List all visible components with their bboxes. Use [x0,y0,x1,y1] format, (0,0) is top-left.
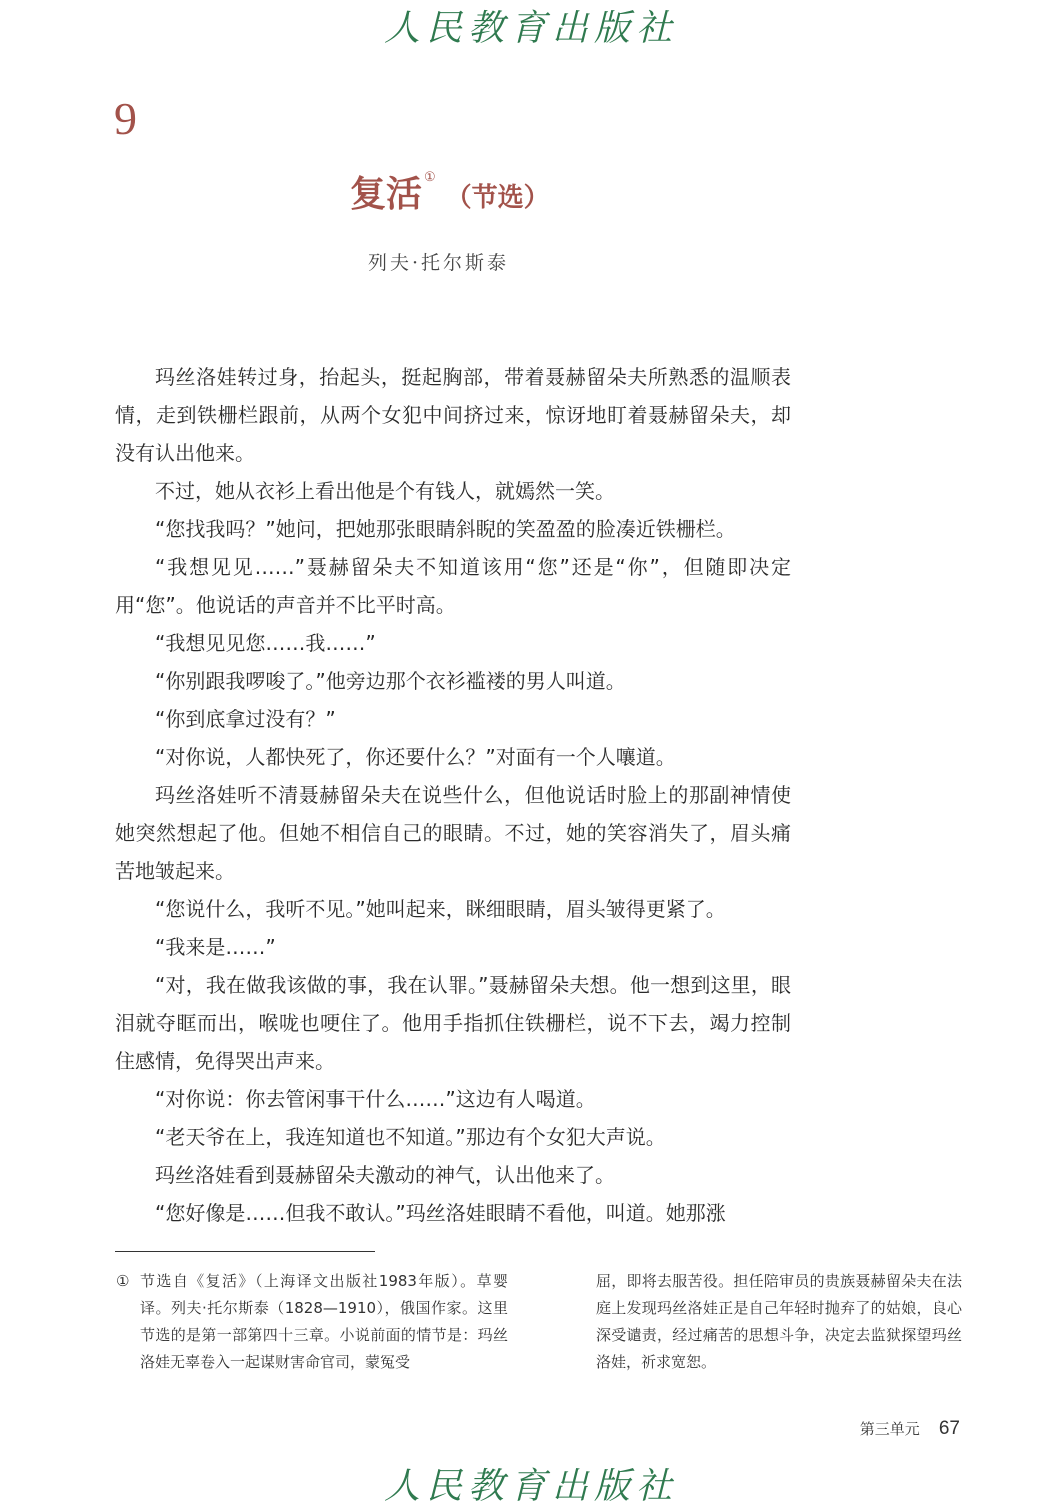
paragraph: “我来是……” [155,935,276,959]
lesson-subtitle: （节选） [445,183,550,213]
paragraph: 玛丝洛娃看到聂赫留朵夫激动的神气，认出他来了。 [155,1163,615,1187]
footnote-marker: ① [116,1272,130,1290]
paragraph: “您好像是……但我不敢认。”玛丝洛娃眼睛不看他，叫道。她那涨 [155,1201,726,1225]
publisher-logo-footer: 人民教育出版社 [383,1466,678,1507]
paragraph: 玛丝洛娃转过身，抬起头，挺起胸部，带着聂赫留朵夫所熟悉的温顺表情，走到铁栅栏跟前，从两个女犯中间挤过来，惊讶地盯着聂赫留朵夫，却没有认出他来。 [115,365,791,465]
lesson-title-block [350,166,550,217]
footnote-text-right: 屈，即将去服苦役。担任陪审员的贵族聂赫留朵夫在法庭上发现玛丝洛娃正是自己年轻时抛弃了的姑娘，良心深受谴责，经过痛苦的思想斗争，决定去监狱探望玛丝洛娃，祈求宽恕。 [596,1272,962,1371]
footnote-right-column [596,1268,962,1376]
page-footer [860,1418,960,1440]
footnote-reference[interactable]: ① [424,170,436,185]
paragraph: “你别跟我啰唆了。”他旁边那个衣衫褴褛的男人叫道。 [155,669,626,693]
unit-label: 第三单元 [859,1420,920,1438]
paragraph: “对你说：你去管闲事干什么……”这边有人喝道。 [155,1087,596,1111]
paragraph: 不过，她从衣衫上看出他是个有钱人，就嫣然一笑。 [155,479,615,503]
paragraph: “你到底拿过没有？” [155,707,336,731]
author-name: 列夫·托尔斯泰 [368,252,510,274]
body-text [115,358,791,1232]
lesson-number: 9 [114,93,137,144]
lesson-title: 复活 [350,173,423,215]
footnote-left-column [116,1268,508,1376]
footnote-text-left: 节选自《复活》（上海译文出版社1983年版）。草婴译。列夫·托尔斯泰（1828—1910），俄国作家。这里节选的是第一部第四十三章。小说前面的情节是：玛丝洛娃无辜卷入一起谋财害命官司，蒙冤受 [140,1272,508,1371]
paragraph: “对，我在做我该做的事，我在认罪。”聂赫留朵夫想。他一想到这里，眼泪就夺眶而出，喉咙也哽住了。他用手指抓住铁栅栏，说不下去，竭力控制住感情，免得哭出声来。 [115,973,791,1073]
paragraph: “您说什么，我听不见。”她叫起来，眯细眼睛，眉头皱得更紧了。 [155,897,726,921]
footnote-divider [115,1251,375,1252]
publisher-logo-header: 人民教育出版社 [383,8,678,49]
paragraph: “我想见见……”聂赫留朵夫不知道该用“您”还是“你”，但随即决定用“您”。他说话的声音并不比平时高。 [115,555,791,617]
paragraph: “对你说，人都快死了，你还要什么？”对面有一个人嚷道。 [155,745,676,769]
page-number: 67 [938,1418,960,1439]
paragraph: “我想见见您……我……” [155,631,376,655]
paragraph: 玛丝洛娃听不清聂赫留朵夫在说些什么，但他说话时脸上的那副神情使她突然想起了他。但她不相信自己的眼睛。不过，她的笑容消失了，眉头痛苦地皱起来。 [115,783,791,883]
paragraph: “老天爷在上，我连知道也不知道。”那边有个女犯大声说。 [155,1125,666,1149]
paragraph: “您找我吗？”她问，把她那张眼睛斜睨的笑盈盈的脸凑近铁栅栏。 [155,517,736,541]
